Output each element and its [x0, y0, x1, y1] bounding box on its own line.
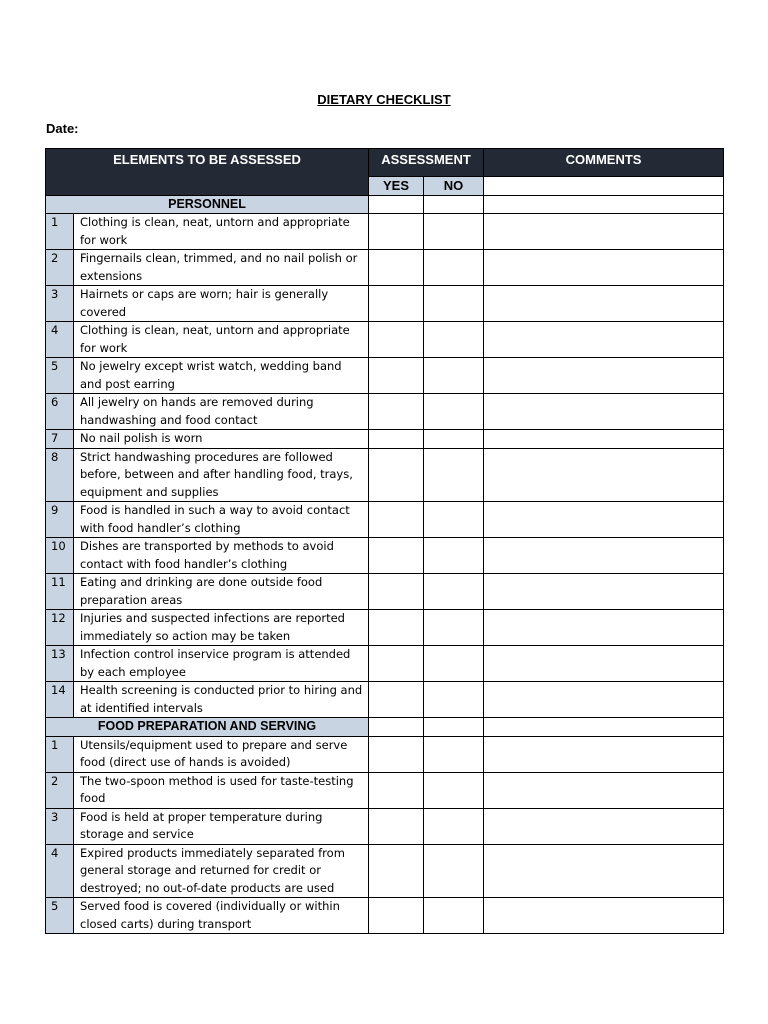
yes-checkbox-cell[interactable] [369, 538, 424, 574]
item-text: Hairnets or caps are worn; hair is generally covered [74, 286, 369, 322]
yes-checkbox-cell[interactable] [369, 574, 424, 610]
no-cell [424, 195, 484, 214]
checklist-row [46, 808, 724, 844]
checklist-row [46, 682, 724, 718]
section-title: FOOD PREPARATION AND SERVING [46, 718, 369, 737]
item-number: 3 [46, 286, 74, 322]
comment-input-cell[interactable] [484, 502, 724, 538]
yes-checkbox-cell[interactable] [369, 736, 424, 772]
checklist-row [46, 844, 724, 898]
comment-input-cell[interactable] [484, 214, 724, 250]
no-checkbox-cell[interactable] [424, 844, 484, 898]
yes-checkbox-cell[interactable] [369, 430, 424, 449]
checklist-row [46, 646, 724, 682]
item-number: 9 [46, 502, 74, 538]
no-checkbox-cell[interactable] [424, 538, 484, 574]
item-text: No jewelry except wrist watch, wedding band and post earring [74, 358, 369, 394]
item-number: 7 [46, 430, 74, 449]
no-checkbox-cell[interactable] [424, 808, 484, 844]
no-checkbox-cell[interactable] [424, 772, 484, 808]
comment-input-cell[interactable] [484, 394, 724, 430]
item-number: 1 [46, 736, 74, 772]
checklist-row [46, 736, 724, 772]
yes-checkbox-cell[interactable] [369, 502, 424, 538]
comment-input-cell[interactable] [484, 358, 724, 394]
item-text: Food is handled in such a way to avoid contact with food handler’s clothing [74, 502, 369, 538]
no-checkbox-cell[interactable] [424, 286, 484, 322]
item-number: 12 [46, 610, 74, 646]
no-checkbox-cell[interactable] [424, 502, 484, 538]
checklist-row [46, 898, 724, 934]
yes-cell [369, 195, 424, 214]
item-text: Food is held at proper temperature during storage and service [74, 808, 369, 844]
comment-input-cell[interactable] [484, 574, 724, 610]
item-number: 14 [46, 682, 74, 718]
checklist-row [46, 250, 724, 286]
item-text: Utensils/equipment used to prepare and serve food (direct use of hands is avoided) [74, 736, 369, 772]
item-number: 4 [46, 844, 74, 898]
checklist-row [46, 448, 724, 502]
comment-cell [484, 718, 724, 737]
item-text: Eating and drinking are done outside food preparation areas [74, 574, 369, 610]
checklist-row [46, 538, 724, 574]
item-number: 6 [46, 394, 74, 430]
item-number: 2 [46, 772, 74, 808]
no-checkbox-cell[interactable] [424, 394, 484, 430]
yes-checkbox-cell[interactable] [369, 358, 424, 394]
comment-input-cell[interactable] [484, 646, 724, 682]
yes-header: YES [369, 177, 424, 196]
document-title: DIETARY CHECKLIST [317, 92, 451, 107]
item-text: The two-spoon method is used for taste-testing food [74, 772, 369, 808]
no-checkbox-cell[interactable] [424, 214, 484, 250]
comment-input-cell[interactable] [484, 682, 724, 718]
comment-input-cell[interactable] [484, 610, 724, 646]
item-text: Infection control inservice program is attended by each employee [74, 646, 369, 682]
no-header: NO [424, 177, 484, 196]
checklist-table [45, 148, 724, 934]
comment-input-cell[interactable] [484, 808, 724, 844]
no-checkbox-cell[interactable] [424, 574, 484, 610]
item-text: Clothing is clean, neat, untorn and appropriate for work [74, 322, 369, 358]
comments-subheader-blank [484, 177, 724, 196]
yes-checkbox-cell[interactable] [369, 898, 424, 934]
comment-input-cell[interactable] [484, 448, 724, 502]
checklist-row [46, 286, 724, 322]
no-cell [424, 718, 484, 737]
item-number: 10 [46, 538, 74, 574]
no-checkbox-cell[interactable] [424, 430, 484, 449]
yes-checkbox-cell[interactable] [369, 286, 424, 322]
comment-input-cell[interactable] [484, 286, 724, 322]
comment-input-cell[interactable] [484, 736, 724, 772]
no-checkbox-cell[interactable] [424, 646, 484, 682]
comment-input-cell[interactable] [484, 322, 724, 358]
item-text: Strict handwashing procedures are followed before, between and after handling food, trays, equipment and supplies [74, 448, 369, 502]
no-checkbox-cell[interactable] [424, 448, 484, 502]
checklist-row [46, 772, 724, 808]
item-number: 5 [46, 358, 74, 394]
checklist-row [46, 214, 724, 250]
item-text: Health screening is conducted prior to hiring and at identified intervals [74, 682, 369, 718]
no-checkbox-cell[interactable] [424, 898, 484, 934]
no-checkbox-cell[interactable] [424, 250, 484, 286]
yes-checkbox-cell[interactable] [369, 394, 424, 430]
yes-checkbox-cell[interactable] [369, 646, 424, 682]
no-checkbox-cell[interactable] [424, 736, 484, 772]
item-text: Served food is covered (individually or within closed carts) during transport [74, 898, 369, 934]
section-row [46, 195, 724, 214]
item-text: Expired products immediately separated from general storage and returned for credit or destroyed; no out-of-date products are used [74, 844, 369, 898]
checklist-row [46, 574, 724, 610]
checklist-row [46, 394, 724, 430]
item-number: 1 [46, 214, 74, 250]
yes-checkbox-cell[interactable] [369, 448, 424, 502]
comment-input-cell[interactable] [484, 250, 724, 286]
item-text: No nail polish is worn [74, 430, 369, 449]
item-text: Dishes are transported by methods to avoid contact with food handler’s clothing [74, 538, 369, 574]
item-text: Fingernails clean, trimmed, and no nail polish or extensions [74, 250, 369, 286]
item-number: 2 [46, 250, 74, 286]
no-checkbox-cell[interactable] [424, 322, 484, 358]
item-number: 5 [46, 898, 74, 934]
yes-checkbox-cell[interactable] [369, 214, 424, 250]
assessment-header: ASSESSMENT [369, 149, 484, 177]
no-checkbox-cell[interactable] [424, 610, 484, 646]
item-number: 4 [46, 322, 74, 358]
item-text: All jewelry on hands are removed during handwashing and food contact [74, 394, 369, 430]
checklist-row [46, 430, 724, 449]
yes-cell [369, 718, 424, 737]
comment-input-cell[interactable] [484, 772, 724, 808]
comments-header: COMMENTS [484, 149, 724, 177]
comment-input-cell[interactable] [484, 538, 724, 574]
yes-checkbox-cell[interactable] [369, 322, 424, 358]
yes-checkbox-cell[interactable] [369, 682, 424, 718]
elements-header: ELEMENTS TO BE ASSESSED [46, 149, 369, 196]
section-title: PERSONNEL [46, 195, 369, 214]
checklist-row [46, 502, 724, 538]
comment-input-cell[interactable] [484, 844, 724, 898]
no-checkbox-cell[interactable] [424, 358, 484, 394]
section-row [46, 718, 724, 737]
checklist-row [46, 322, 724, 358]
comment-cell [484, 195, 724, 214]
item-number: 13 [46, 646, 74, 682]
yes-checkbox-cell[interactable] [369, 772, 424, 808]
comment-input-cell[interactable] [484, 898, 724, 934]
yes-checkbox-cell[interactable] [369, 250, 424, 286]
yes-checkbox-cell[interactable] [369, 844, 424, 898]
item-number: 8 [46, 448, 74, 502]
item-text: Injuries and suspected infections are reported immediately so action may be taken [74, 610, 369, 646]
comment-input-cell[interactable] [484, 430, 724, 449]
checklist-row [46, 610, 724, 646]
checklist-row [46, 358, 724, 394]
yes-checkbox-cell[interactable] [369, 610, 424, 646]
item-number: 3 [46, 808, 74, 844]
item-text: Clothing is clean, neat, untorn and appropriate for work [74, 214, 369, 250]
yes-checkbox-cell[interactable] [369, 808, 424, 844]
item-number: 11 [46, 574, 74, 610]
date-label: Date: [46, 121, 79, 136]
no-checkbox-cell[interactable] [424, 682, 484, 718]
